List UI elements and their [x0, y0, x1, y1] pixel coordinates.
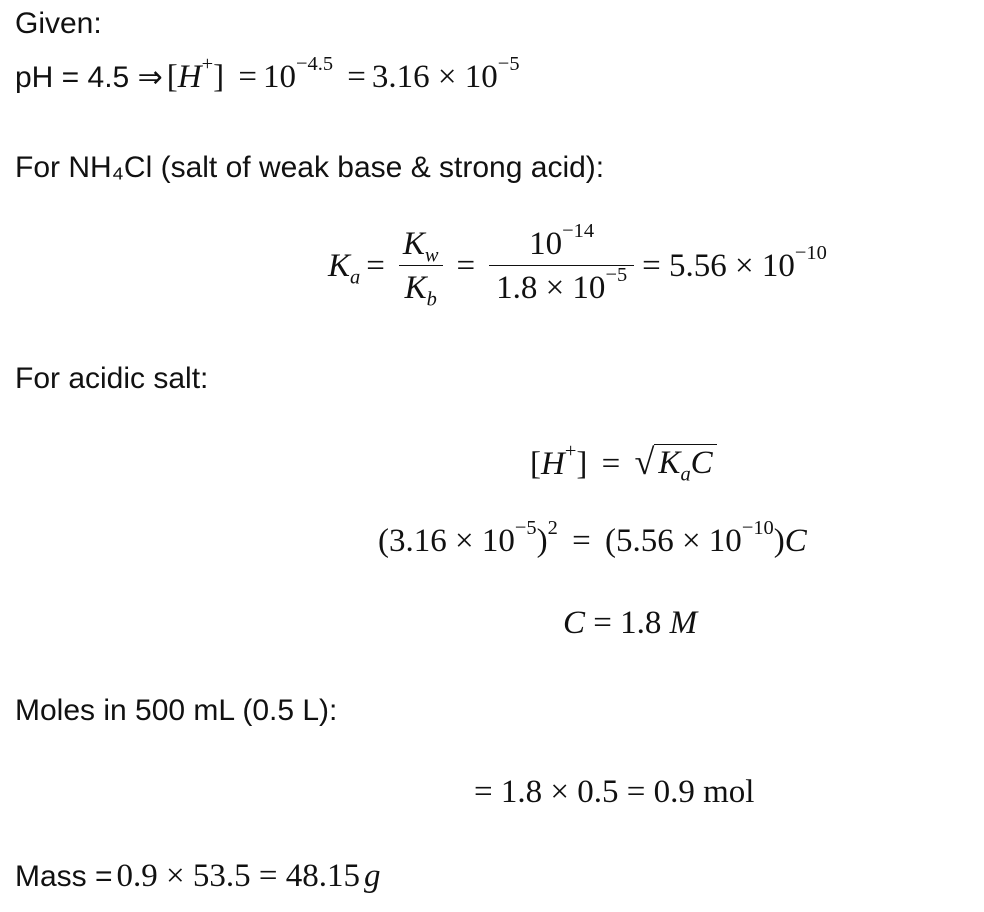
kb-subscript: b	[426, 288, 437, 311]
squared-rhs-c: C	[784, 523, 807, 559]
kw-value-exponent: −14	[562, 219, 595, 242]
h2-var: H	[541, 446, 565, 482]
equals-squared: =	[572, 523, 591, 559]
ph-prefix: pH = 4.5 ⇒	[15, 61, 163, 94]
squared-lhs-close: )	[536, 523, 548, 559]
h2-close-bracket: ]	[576, 446, 588, 482]
given-label: Given:	[15, 7, 102, 40]
ph-equation	[15, 52, 520, 95]
h2-charge: +	[564, 439, 577, 462]
rad-c: C	[690, 445, 713, 482]
h-sqrt-equation	[530, 439, 717, 486]
equals-1: =	[238, 59, 257, 95]
kw-value-base: 10	[529, 226, 563, 262]
radical-sign: √	[634, 442, 655, 482]
conc-value: = 1.8	[593, 605, 662, 641]
exponent-ph: −4.5	[295, 52, 334, 75]
equals-ka: =	[366, 248, 385, 284]
kw-subscript: w	[424, 244, 439, 267]
squared-lhs-exponent: −5	[514, 516, 537, 539]
squared-rhs: (5.56 × 10	[604, 523, 742, 559]
ka-subscript: a	[350, 266, 361, 289]
mass-unit: g	[364, 858, 381, 894]
squared-rhs-exponent: −10	[741, 516, 774, 539]
acidic-salt-label: For acidic salt:	[15, 362, 209, 395]
kb-symbol: K	[404, 270, 427, 306]
mass-expression: 0.9 × 53.5 = 48.15	[116, 858, 361, 894]
h-open-bracket: [	[166, 59, 178, 95]
squared-equation	[378, 516, 807, 559]
h2-open-bracket: [	[530, 446, 541, 482]
rad-k: K	[658, 445, 681, 482]
ka-result: = 5.56 × 10	[642, 248, 795, 284]
moles-label: Moles in 500 mL (0.5 L):	[15, 694, 338, 727]
h-concentration: 3.16 × 10	[371, 59, 498, 95]
mass-prefix: Mass =	[15, 860, 113, 893]
kw-symbol: K	[402, 226, 425, 262]
ka-symbol: K	[328, 248, 351, 284]
rad-k-subscript: a	[680, 463, 691, 486]
equals-frac: =	[456, 248, 476, 284]
h-close-bracket: ]	[213, 59, 225, 95]
h-charge: +	[201, 52, 214, 75]
conc-unit: M	[669, 605, 698, 641]
equals-2: =	[347, 59, 366, 95]
kw-over-kb-fraction	[399, 226, 443, 311]
squared-power: 2	[547, 516, 558, 539]
square-root	[634, 442, 717, 486]
squared-lhs: (3.16 × 10	[378, 523, 515, 559]
conc-c: C	[563, 605, 586, 641]
exponent-h: −5	[497, 52, 520, 75]
kb-value: 1.8 × 10	[496, 270, 606, 306]
numeric-fraction	[489, 219, 634, 306]
nh4cl-label: For NH₄Cl (salt of weak base & strong acid):	[15, 151, 605, 184]
kb-value-exponent: −5	[605, 263, 628, 286]
equals-sqrt: =	[601, 446, 621, 482]
ka-result-exponent: −10	[794, 241, 827, 264]
base-10: 10	[262, 59, 296, 95]
ka-equation	[328, 219, 827, 311]
concentration-result	[563, 607, 697, 640]
moles-equation: = 1.8 × 0.5 = 0.9 mol	[474, 774, 755, 810]
mass-line	[15, 860, 381, 893]
squared-rhs-close: )	[773, 523, 785, 559]
h-var: H	[177, 59, 202, 95]
